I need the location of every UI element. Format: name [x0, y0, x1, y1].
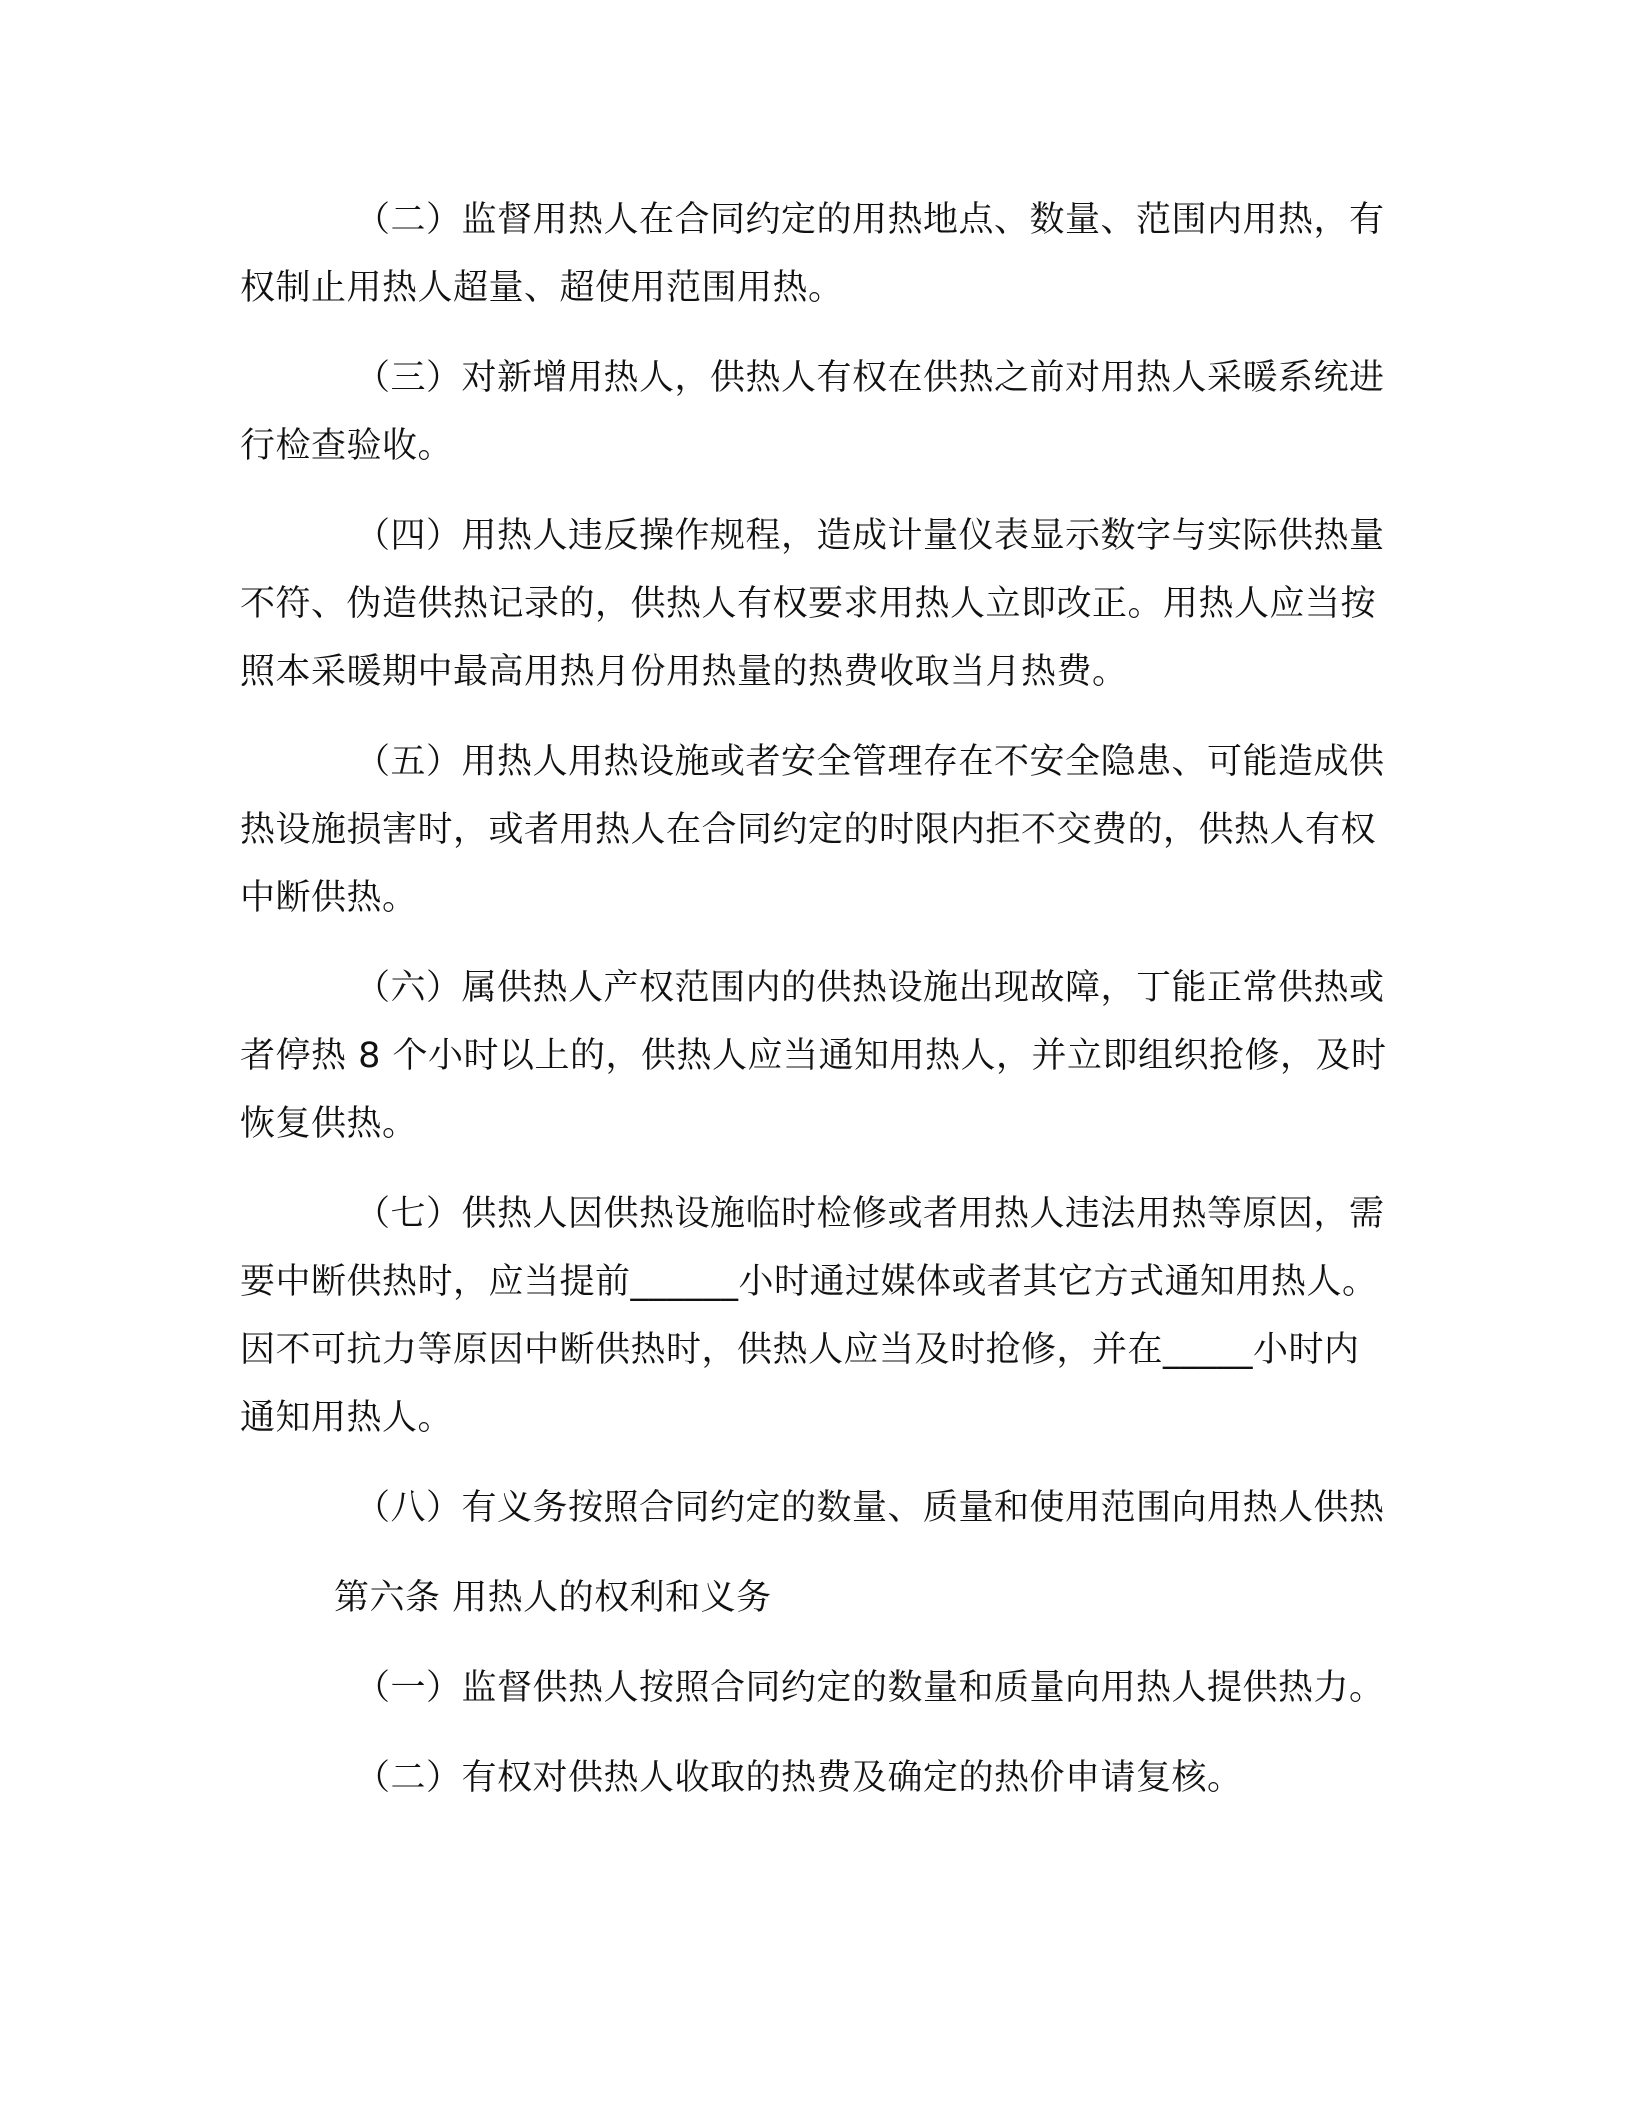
article-six-item-2: （二）有权对供热人收取的热费及确定的热价申请复核。 [355, 1758, 1243, 1798]
paragraph-4: （四）用热人违反操作规程，造成计量仪表显示数字与实际供热量不符、伪造供热记录的，供热人有权要求用热人立即改正。用热人应当按照本采暖期中最高用热月份用热量的热费收取当月热费。 [240, 516, 1385, 692]
paragraph-6: （六）属供热人产权范围内的供热设施出现故障，丁能正常供热或者停热 8 个小时以上的，供热人应当通知用热人，并立即组织抢修，及时恢复供热。 [240, 968, 1387, 1144]
paragraph-8: （八）有义务按照合同约定的数量、质量和使用范围向用热人供热 [355, 1488, 1385, 1528]
paragraph-7: （七）供热人因供热设施临时检修或者用热人违法用热等原因，需要中断供热时，应当提前______小时通过媒体或者其它方式通知用热人。因不可抗力等原因中断供热时，供热人应当及时抢修，并在_____小时内通知用热人。 [240, 1194, 1385, 1438]
paragraph-5: （五）用热人用热设施或者安全管理存在不安全隐患、可能造成供热设施损害时，或者用热人在合同约定的时限内拒不交费的，供热人有权中断供热。 [240, 742, 1385, 918]
document-body [240, 186, 1390, 1812]
article-six-heading: 第六条 用热人的权利和义务 [334, 1578, 772, 1618]
paragraph-3: （三）对新增用热人，供热人有权在供热之前对用热人采暖系统进行检查验收。 [240, 358, 1385, 466]
article-six-item-1: （一）监督供热人按照合同约定的数量和质量向用热人提供热力。 [355, 1668, 1385, 1708]
paragraph-2: （二）监督用热人在合同约定的用热地点、数量、范围内用热，有权制止用热人超量、超使用范围用热。 [240, 200, 1385, 308]
